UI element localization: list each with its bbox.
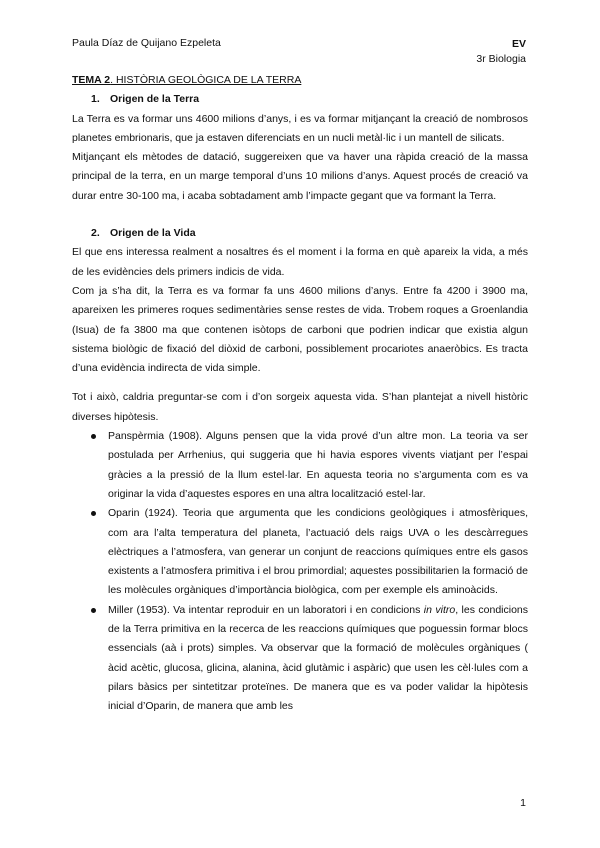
miller-italic: in vitro xyxy=(423,603,456,616)
spacer xyxy=(72,378,528,388)
header-code: EV xyxy=(511,38,526,50)
page-title xyxy=(72,71,528,90)
paragraph: Tot i això, caldria preguntar-se com i d’on sorgeix aquesta vida. S’han plantejat a nivell històric diverses hipòtesis. xyxy=(72,391,528,423)
spacer xyxy=(72,206,528,224)
title-rest: . HISTÒRIA GEOLÒGICA DE LA TERRA xyxy=(110,74,302,86)
header-author: Paula Díaz de Quijano Ezpeleta xyxy=(72,37,221,49)
bullet-dot-icon xyxy=(91,608,96,613)
section-heading-1 xyxy=(72,90,528,109)
paragraph: Com ja s’ha dit, la Terra es va formar fa uns 4600 milions d’anys. Entre fa 4200 i 3900 ma, apareixen les primeres roques sedimentàries sense restes de vida. Trobem roques a Groenlandia (Isua) de fa 3800 ma que contenen isòtops de carboni que podrien indicar que existia algun sistema biològic de fixació del diòxid de carboni, possiblement procariotes anaeròbics. Es tracta d’una evidència indirecta de vida simple. xyxy=(72,284,528,375)
header-right xyxy=(476,37,526,67)
list-item xyxy=(72,504,528,600)
section-number-2: 2. xyxy=(91,227,100,240)
section-title-2: Origen de la Vida xyxy=(110,227,196,240)
bullet-dot-icon xyxy=(91,434,96,439)
bullet-dot-icon xyxy=(91,511,96,516)
paragraph: El que ens interessa realment a nosaltres és el moment i la forma en què apareix la vida, a més de les evidències dels primers indicis de vida. xyxy=(72,246,528,278)
section-title-1: Origen de la Terra xyxy=(110,93,200,106)
miller-after: , les condicions de la Terra primitiva en la recerca de les reaccions químiques que poguessin formar blocs essencials (aà i prots) simples. Va observar que la formació de molècules orgàniques ( àcid acètic, glucosa, glicina, alanina, àcid glutàmic i aspàric) que usen les cèl·lules com a pilars bàsics per sintetitzar proteïnes. De manera que es va poder validar la hipòtesis inicial d’Oparin, de manera que amb les xyxy=(108,603,528,713)
hypotheses-list xyxy=(72,427,528,716)
page-number: 1 xyxy=(520,797,526,809)
paragraph: La Terra es va formar uns 4600 milions d’anys, i es va formar mitjançant la creació de nombrosos planetes embrionaris, que ja estaven diferenciats en un nucli metàl·lic i un mantell de silicats. xyxy=(72,112,528,144)
section-heading-2 xyxy=(72,224,528,243)
header-course: 3r Biologia xyxy=(476,53,526,65)
document-body xyxy=(72,71,528,717)
miller-before: Miller (1953). Va intentar reproduir en un laboratori i en condicions xyxy=(108,603,424,616)
section-number-1: 1. xyxy=(91,93,100,106)
list-item-text: Oparin (1924). Teoria que argumenta que les condicions geològiques i atmosfèriques, com ara l’alta temperatura del planeta, l’actuació dels raigs UVA o les descàrregues elèctriques a l’atmosfera, van generar un conjunt de reaccions químiques entre els gasos existents a l’atmosfera primitiva i el brou primordial; aquestes possibilitarien la formació de les molècules orgàniques d’importància biològica, com per exemple els aminoàcids. xyxy=(108,507,528,597)
list-item xyxy=(72,427,528,504)
list-item xyxy=(72,601,528,717)
paragraph: Mitjançant els mètodes de datació, suggereixen que va haver una ràpida creació de la massa principal de la terra, en un marge temporal d’uns 10 milions d’anys. Aquest procés de creació va durar entre 30-100 ma, i acaba sobtadament amb l’impacte gegant que va formant la Terra. xyxy=(72,151,528,202)
title-prefix: TEMA 2 xyxy=(72,74,111,86)
list-item-text: Panspèrmia (1908). Alguns pensen que la vida prové d’un altre mon. La teoria va ser postulada per Arrhenius, qui suggeria que hi havia espores vivents viatjant per l’espai gràcies a la pressió de la llum estel·lar. En aquesta teoria no s’argumenta com es va originar la vida d’aquestes espores en una altra localització estel·lar. xyxy=(108,430,528,500)
